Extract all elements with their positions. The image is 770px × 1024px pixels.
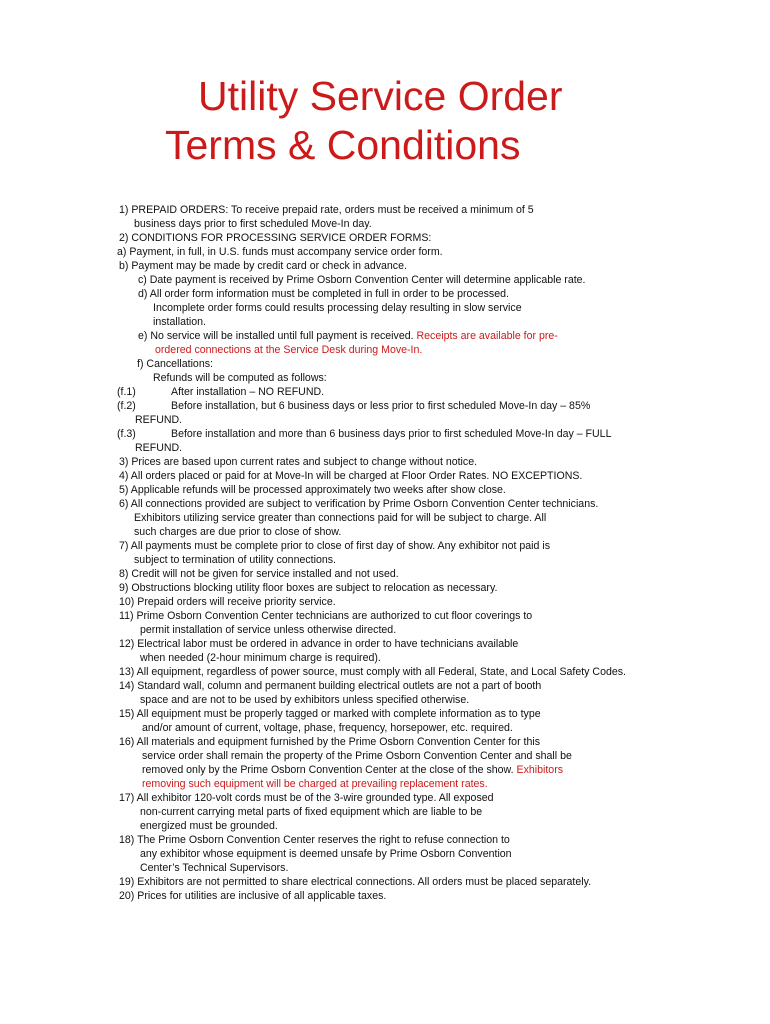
term-line: Before installation, but 6 business days or less prior to first scheduled Move-In day – 85% xyxy=(171,400,591,412)
title-line-2: Terms & Conditions xyxy=(165,122,521,168)
term-line: Refunds will be computed as follows: xyxy=(153,372,327,384)
term-line xyxy=(142,764,563,778)
term-line: 3) Prices are based upon current rates and subject to change without notice. xyxy=(119,456,478,468)
term-line: Incomplete order forms could results processing delay resulting in slow service xyxy=(153,302,522,314)
term-line: 5) Applicable refunds will be processed approximately two weeks after show close. xyxy=(119,484,506,496)
term-line: 18) The Prime Osborn Convention Center reserves the right to refuse connection to xyxy=(119,834,510,846)
term-line: c) Date payment is received by Prime Osborn Convention Center will determine applicable rate. xyxy=(138,274,586,286)
term-line: 1) PREPAID ORDERS: To receive prepaid rate, orders must be received a minimum of 5 xyxy=(119,204,534,216)
term-line: REFUND. xyxy=(135,442,183,454)
highlight-text: removing such equipment will be charged at prevailing replacement rates. xyxy=(142,778,488,790)
term-line: 6) All connections provided are subject to verification by Prime Osborn Convention Center technicians. xyxy=(119,498,599,510)
highlight-text: Exhibitors xyxy=(516,764,564,776)
refund-label: (f.3) xyxy=(117,428,136,440)
term-line: 12) Electrical labor must be ordered in advance in order to have technicians available xyxy=(119,638,519,650)
term-line: permit installation of service unless otherwise directed. xyxy=(140,624,397,636)
highlight-text: Receipts are available for pre- xyxy=(416,330,558,342)
term-line: d) All order form information must be completed in full in order to be processed. xyxy=(138,288,509,300)
term-line: 2) CONDITIONS FOR PROCESSING SERVICE ORDER FORMS: xyxy=(119,232,432,244)
term-line: REFUND. xyxy=(135,414,183,426)
term-line: business days prior to first scheduled Move-In day. xyxy=(134,218,372,230)
term-line: f) Cancellations: xyxy=(137,358,213,370)
highlight-text: ordered connections at the Service Desk during Move-In. xyxy=(155,344,423,356)
term-line: when needed (2-hour minimum charge is required). xyxy=(140,652,381,664)
term-line: 16) All materials and equipment furnished by the Prime Osborn Convention Center for this xyxy=(119,736,541,748)
refund-label: (f.2) xyxy=(117,400,136,412)
term-line: 17) All exhibitor 120-volt cords must be of the 3-wire grounded type. All exposed xyxy=(119,792,494,804)
term-line: 14) Standard wall, column and permanent building electrical outlets are not a part of booth xyxy=(119,680,542,692)
term-line: a) Payment, in full, in U.S. funds must accompany service order form. xyxy=(117,246,443,258)
term-line: service order shall remain the property of the Prime Osborn Convention Center and shall be xyxy=(142,750,572,762)
term-text: removed only by the Prime Osborn Convention Center at the close of the show. xyxy=(142,764,517,776)
term-line: 11) Prime Osborn Convention Center technicians are authorized to cut floor coverings to xyxy=(119,610,533,622)
title-line-1: Utility Service Order xyxy=(198,73,563,119)
term-line: b) Payment may be made by credit card or check in advance. xyxy=(119,260,407,272)
term-line: Exhibitors utilizing service greater than connections paid for will be subject to charge. All xyxy=(134,512,547,524)
term-line: non-current carrying metal parts of fixed equipment which are liable to be xyxy=(140,806,483,818)
term-line: 13) All equipment, regardless of power source, must comply with all Federal, State, and Local Safety Codes. xyxy=(119,666,626,678)
term-line: 20) Prices for utilities are inclusive of all applicable taxes. xyxy=(119,890,387,902)
term-line: and/or amount of current, voltage, phase, frequency, horsepower, etc. required. xyxy=(142,722,513,734)
term-line: Before installation and more than 6 business days prior to first scheduled Move-In day – FULL xyxy=(171,428,612,440)
term-line: 4) All orders placed or paid for at Move-In will be charged at Floor Order Rates. NO EXCEPTIONS. xyxy=(119,470,583,482)
term-line: 19) Exhibitors are not permitted to share electrical connections. All orders must be placed separately. xyxy=(119,876,592,888)
term-line: 9) Obstructions blocking utility floor boxes are subject to relocation as necessary. xyxy=(119,582,498,594)
term-line: space and are not to be used by exhibitors unless specified otherwise. xyxy=(140,694,470,706)
term-line: Center’s Technical Supervisors. xyxy=(140,862,289,874)
term-line: such charges are due prior to close of show. xyxy=(134,526,342,538)
refund-label: (f.1) xyxy=(117,386,136,398)
term-line: 10) Prepaid orders will receive priority service. xyxy=(119,596,336,608)
term-line: subject to termination of utility connections. xyxy=(134,554,336,566)
term-line xyxy=(138,330,558,344)
term-line: 7) All payments must be complete prior to close of first day of show. Any exhibitor not paid is xyxy=(119,540,551,552)
term-line: 15) All equipment must be properly tagged or marked with complete information as to type xyxy=(119,708,541,720)
term-text: e) No service will be installed until full payment is received. xyxy=(138,330,417,342)
term-line: After installation – NO REFUND. xyxy=(171,386,325,398)
term-line: energized must be grounded. xyxy=(140,820,278,832)
term-line: 8) Credit will not be given for service installed and not used. xyxy=(119,568,399,580)
term-line: any exhibitor whose equipment is deemed unsafe by Prime Osborn Convention xyxy=(140,848,512,860)
term-line: installation. xyxy=(153,316,206,328)
